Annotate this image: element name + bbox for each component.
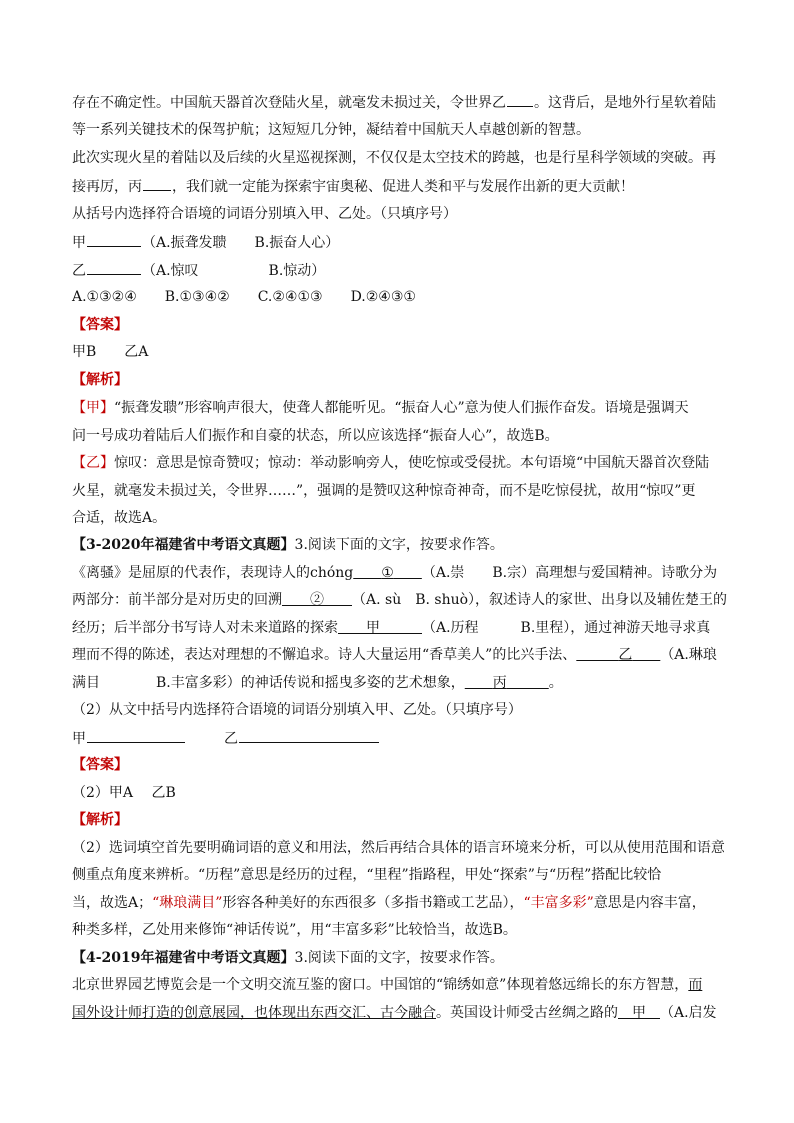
analysis-line: 问一号成功着陆后人们振作和自豪的状态，所以应该选择“振奋人心”，故选B。 <box>72 428 559 444</box>
fill-blank: 乙 <box>618 647 633 663</box>
fill-blank: 丙 <box>492 675 507 691</box>
answer-heading: 【答案】 <box>72 317 128 333</box>
answer-value: （2）甲A 乙B <box>72 785 176 801</box>
fill-blank: 甲 <box>366 620 380 636</box>
fill-blank: ① <box>381 565 394 581</box>
text-line: 存在不确定性。中国航天器首次登陆火星，就毫发未损过关，令世界乙 。这背后，是地外行星软着陆 <box>72 92 716 113</box>
answer-heading: 【答案】 <box>72 757 128 773</box>
answer-line: 甲 乙 <box>72 728 380 749</box>
fill-blank <box>143 176 171 191</box>
question-prompt: （2）从文中括号内选择符合语境的词语分别填入甲、乙处。（只填序号） <box>72 702 522 718</box>
question-heading: 【4-2019年福建省中考语文真题】3.阅读下面的文字，按要求作答。 <box>72 950 504 966</box>
text-line: 《离骚》是屈原的代表作，表现诗人的chóng ① （A.崇 B.宗）高理想与爱国精神。诗歌分为 <box>72 565 718 581</box>
option-line: 甲 （A.振聋发聩 B.振奋人心） <box>72 232 339 253</box>
text-line: 等一系列关键技术的保驾护航；这短短几分钟，凝结着中国航天人卓越创新的智慧。 <box>72 122 590 138</box>
fill-blank <box>87 232 141 247</box>
fill-blank <box>507 92 533 107</box>
answer-value: 甲B 乙A <box>72 344 149 360</box>
text-line: 此次实现火星的着陆以及后续的火星巡视探测，不仅仅是太空技术的跨越，也是行星科学领域的突破。再 <box>72 150 716 166</box>
analysis-line: 侧重点角度来辨析。“历程”意思是经历的过程，“里程”指路程，甲处“探索”与“历程”搭配比较恰 <box>72 867 662 883</box>
analysis-line: 【甲】“振聋发聩”形容响声很大，使聋人都能听见。“振奋人心”意为使人们振作奋发。语境是强调天 <box>72 400 689 416</box>
text-line: 经历；后半部分书写诗人对未来道路的探索 甲 （A.历程 B.里程），通过神游天地寻求真 <box>72 620 711 636</box>
fill-blank: 甲 <box>632 1005 646 1021</box>
text-line: 北京世界园艺博览会是一个文明交流互鉴的窗口。中国馆的“锦绣如意”体现着悠远绵长的东方智慧，而 <box>72 977 703 993</box>
analysis-line: 合适，故选A。 <box>72 510 167 526</box>
analysis-heading: 【解析】 <box>72 812 128 828</box>
text-line: 理而不得的陈述，表达对理想的不懈追求。诗人大量运用“香草美人”的比兴手法、 乙 （A.琳琅 <box>72 647 717 663</box>
text-line: 两部分：前半部分是对历史的回溯 ② （A. sù B. shuò），叙述诗人的家世、出身以及辅佐楚王的 <box>72 592 728 608</box>
analysis-line: 当，故选A；“琳琅满目”形容各种美好的东西很多（多指书籍或工艺品），“丰富多彩”意思是内容丰富， <box>72 895 706 911</box>
choices-line: A.①③②④ B.①③④② C.②④①③ D.②④③① <box>72 289 416 305</box>
analysis-line: 【乙】惊叹：意思是惊奇赞叹；惊动：举动影响旁人，使吃惊或受侵扰。本句语境“中国航天器首次登陆 <box>72 455 710 471</box>
analysis-line: （2）选词填空首先要明确词语的意义和用法，然后再结合具体的语言环境来分析，可以从使用范围和语意 <box>72 840 725 856</box>
question-heading: 【3-2020年福建省中考语文真题】3.阅读下面的文字，按要求作答。 <box>72 537 504 553</box>
analysis-line: 火星，就毫发未损过关，令世界……”，强调的是赞叹这种惊奇神奇，而不是吃惊侵扰，故用“惊叹”更 <box>72 483 696 499</box>
fill-blank <box>239 728 379 743</box>
text-line: 接再厉，丙 ，我们就一定能为探索宇宙奥秘、促进人类和平与发展作出新的更大贡献！ <box>72 176 634 197</box>
analysis-heading: 【解析】 <box>72 372 128 388</box>
fill-blank: ② <box>310 592 324 608</box>
fill-blank <box>87 728 185 743</box>
text-line: 国外设计师打造的创意展园，也体现出东西交汇、古今融合。英国设计师受古丝绸之路的 甲 （A.启发 <box>72 1005 717 1021</box>
fill-blank <box>87 260 141 275</box>
option-line: 乙 （A.惊叹 B.惊动） <box>72 260 325 281</box>
question-prompt: 从括号内选择符合语境的词语分别填入甲、乙处。（只填序号） <box>72 206 457 222</box>
text-line: 满目 B.丰富多彩）的神话传说和摇曳多姿的艺术想象， 丙 。 <box>72 675 563 691</box>
analysis-line: 种类多样，乙处用来修饰“神话传说”，用“丰富多彩”比较恰当，故选B。 <box>72 922 517 938</box>
